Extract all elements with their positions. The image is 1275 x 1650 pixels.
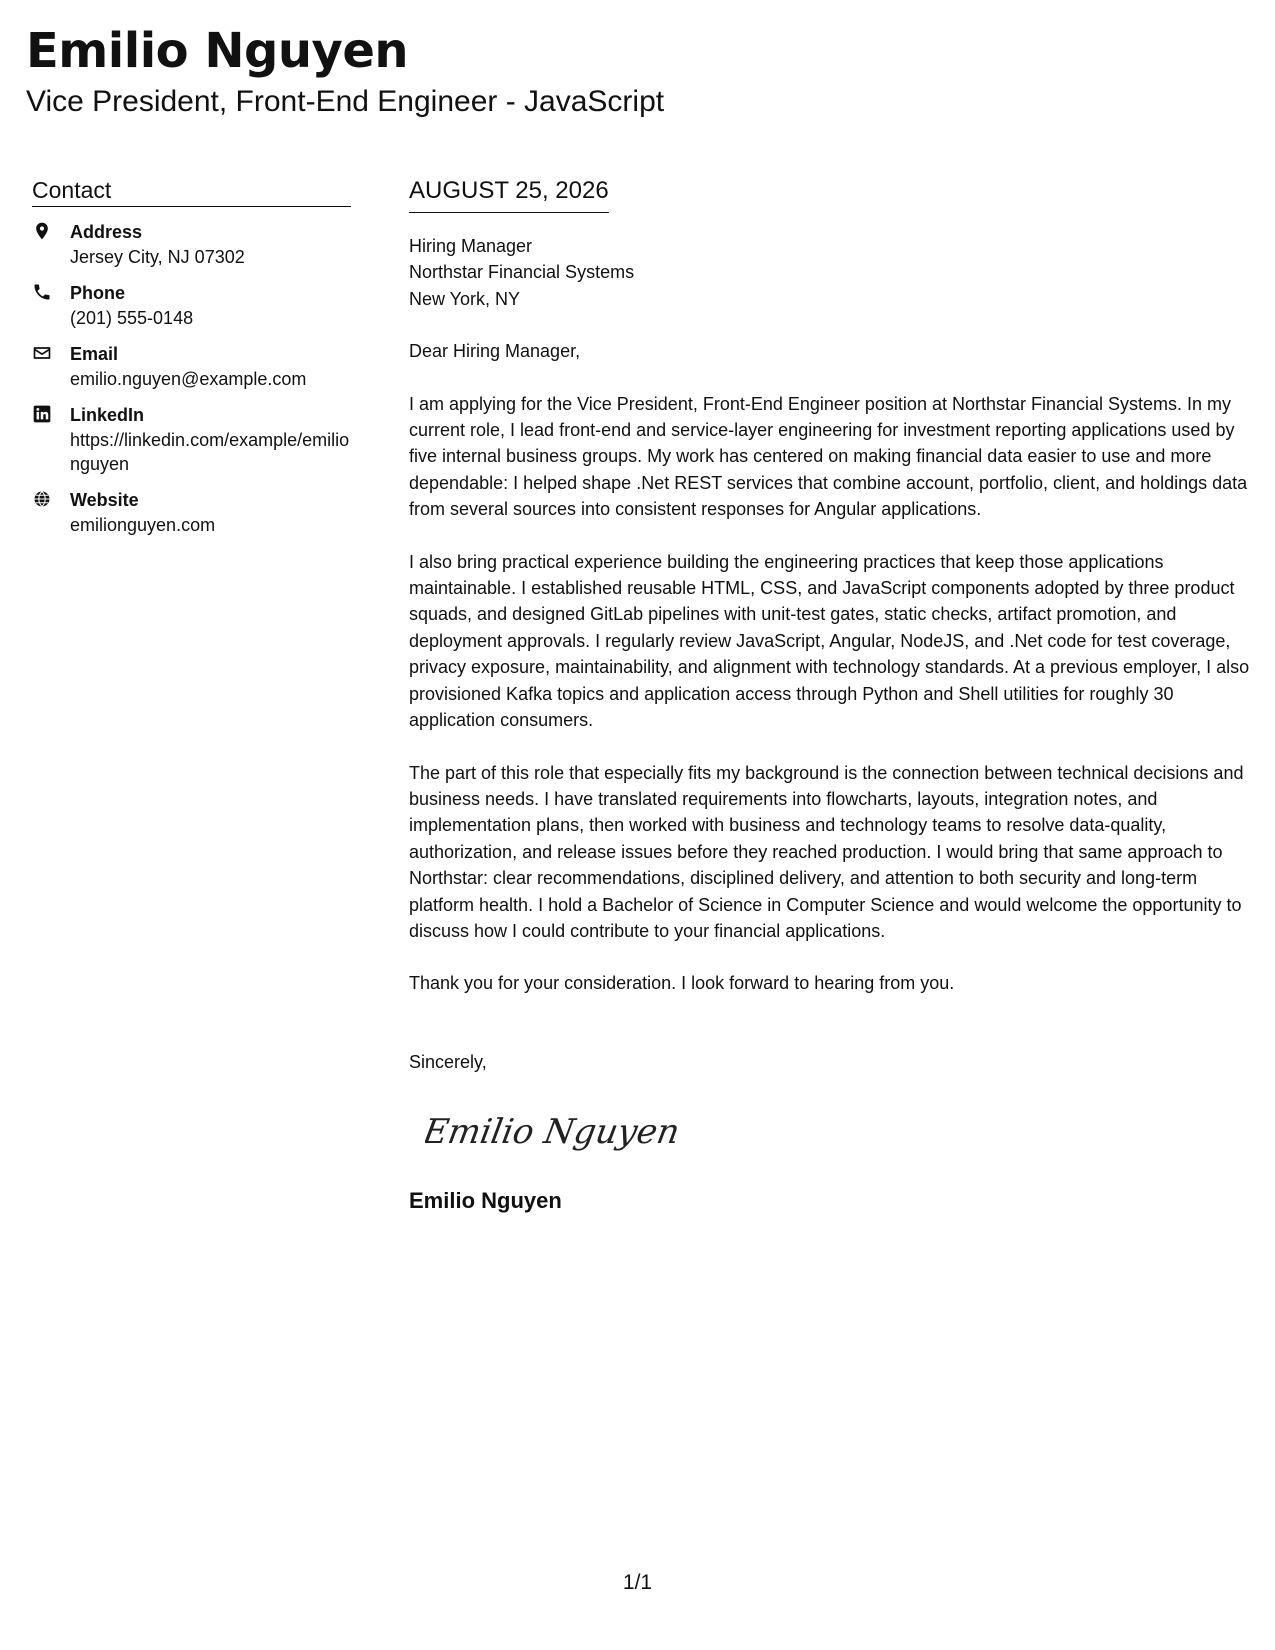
letter-date: AUGUST 25, 2026 [409, 176, 609, 213]
page-number: 1/1 [622, 1571, 653, 1594]
recipient-line: Hiring Manager [409, 236, 533, 256]
contact-item-phone [32, 280, 351, 330]
contact-value: (201) 555-0148 [70, 308, 194, 328]
linkedin-icon [32, 402, 70, 426]
globe-icon [32, 487, 70, 511]
handwritten-signature [425, 1101, 1254, 1161]
header [26, 18, 664, 120]
recipient-block [409, 233, 1254, 312]
contact-value: Jersey City, NJ 07302 [70, 247, 245, 267]
location-pin-icon [32, 219, 70, 243]
contact-label: Address [70, 222, 143, 242]
phone-icon [32, 280, 70, 304]
contact-sidebar [32, 176, 351, 548]
candidate-title: Vice President, Front-End Engineer - JavaScript [26, 85, 665, 118]
contact-item-linkedin [32, 402, 351, 476]
contact-item-website [32, 487, 351, 537]
letter-paragraph: Thank you for your consideration. I look forward to hearing from you. [409, 973, 955, 994]
contact-item-address [32, 219, 351, 269]
candidate-name: Emilio Nguyen [26, 23, 409, 79]
letter-paragraph: I am applying for the Vice President, Front-End Engineer position at Northstar Financial Systems. In my current role, I lead front-end and service-layer engineering for investment reporting applications used by five internal business groups. My work has centered on making financial data easier to use and more dependable: I helped shape .Net REST services that combine account, portfolio, client, and holdings data from several sources into consistent responses for Angular applications. [409, 393, 1248, 520]
signature-text: Emilio Nguyen [425, 1112, 683, 1153]
contact-item-email [32, 341, 351, 391]
letter-paragraph: I also bring practical experience building the engineering practices that keep those applications maintainable. I established reusable HTML, CSS, and JavaScript components adopted by three product squads, and designed GitLab pipelines with unit-test gates, static checks, artifact promotion, and deployment approvals. I regularly review JavaScript, Angular, NodeJS, and .Net code for test coverage, privacy exposure, maintainability, and alignment with technology standards. At a previous employer, I also provisioned Kafka topics and application access through Python and Shell utilities for roughly 30 application consumers. [409, 551, 1250, 731]
contact-heading: Contact [32, 176, 351, 207]
letter-paragraph: The part of this role that especially fits my background is the connection between technical decisions and business needs. I have translated requirements into flowcharts, layouts, integration notes, and implementation plans, then worked with business and technology teams to resolve data-quality, authorization, and release issues before they reached production. I would bring that same approach to Northstar: clear recommendations, disciplined delivery, and attention to both security and long-term platform health. I hold a Bachelor of Science in Computer Science and would welcome the opportunity to discuss how I could contribute to your financial applications. [409, 762, 1244, 941]
signer-name: Emilio Nguyen [409, 1188, 562, 1214]
closing: Sincerely, [409, 1051, 487, 1072]
contact-label: Email [70, 344, 119, 364]
contact-value[interactable]: emilio.nguyen@example.com [70, 369, 307, 389]
contact-value[interactable]: emilionguyen.com [70, 515, 216, 535]
recipient-line: New York, NY [409, 288, 521, 309]
salutation: Dear Hiring Manager, [409, 341, 581, 362]
contact-value[interactable]: https://linkedin.com/example/emilionguyen [70, 430, 350, 474]
contact-label: LinkedIn [70, 405, 145, 425]
envelope-icon [32, 341, 70, 365]
contact-label: Website [70, 490, 139, 510]
contact-label: Phone [70, 283, 126, 303]
recipient-line: Northstar Financial Systems [409, 262, 635, 283]
cover-letter-body [409, 176, 1254, 1215]
